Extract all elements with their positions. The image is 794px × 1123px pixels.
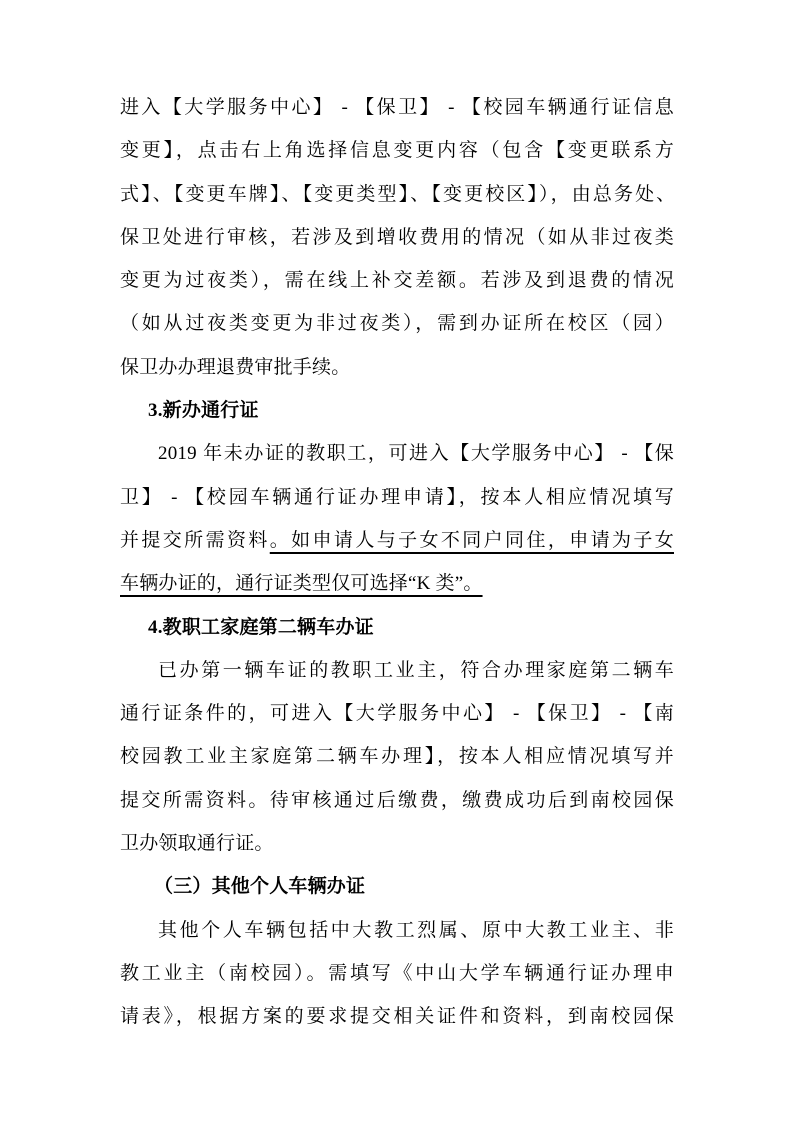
paragraph1-line1: 进入【大学服务中心】 - 【保卫】 - 【校园车辆通行证信息 [120,97,674,118]
paragraph1-line2: 变更】，点击右上角选择信息变更内容（包含【变更联系方 [120,140,674,162]
paragraph1-line4: 保卫处进行审核，若涉及到增收费用的情况（如从非过夜类 [120,226,674,248]
heading-other-vehicles: （三）其他个人车辆办证 [154,876,366,898]
paragraph5-line2: 教工业主（南校园）。需填写《中山大学车辆通行证办理申 [120,962,674,984]
paragraph5-line1: 其他个人车辆包括中大教工烈属、原中大教工业主、非 [158,919,674,941]
paragraph4-line1: 已办第一辆车证的教职工业主，符合办理家庭第二辆车 [158,659,674,681]
paragraph3-line1: 2019 年未办证的教职工，可进入【大学服务中心】 - 【保 [158,443,674,465]
paragraph1-line3: 式】、【变更车牌】、【变更类型】、【变更校区】），由总务处、 [120,183,674,205]
paragraph3-line2: 卫】 - 【校园车辆通行证办理申请】，按本人相应情况填写 [120,486,674,508]
paragraph3-line3-underlined-text: 。如申请人与子女不同户同住，申请为子女 [269,529,674,551]
paragraph1-line5: 变更为过夜类），需在线上补交差额。若涉及到退费的情况 [120,270,674,292]
paragraph4-line3: 校园教工业主家庭第二辆车办理】，按本人相应情况填写并 [120,746,674,768]
paragraph5-line3: 请表》，根据方案的要求提交相关证件和资料，到南校园保 [120,1006,674,1028]
paragraph3-line3-normal-text: 并提交所需资料 [120,529,270,551]
heading-new-pass: 3.新办通行证 [148,400,259,422]
paragraph4-line4: 提交所需资料。待审核通过后缴费，缴费成功后到南校园保 [120,789,674,811]
paragraph4-line5: 卫办领取通行证。 [120,833,274,855]
paragraph3-line4 [120,562,674,605]
paragraph1-line6: （如从过夜类变更为非过夜类），需到办证所在校区（园） [120,313,674,335]
document-content [120,86,674,1039]
paragraph3-line3 [120,519,674,562]
paragraph1-line7: 保卫办办理退费审批手续。 [120,356,351,378]
paragraph4-line2: 通行证条件的，可进入【大学服务中心】 - 【保卫】 - 【南 [120,703,674,725]
paragraph3-line4-underlined-text: 车辆办证的，通行证类型仅可选择“K 类”。 [120,573,483,595]
heading-second-car: 4.教职工家庭第二辆车办证 [148,616,374,638]
